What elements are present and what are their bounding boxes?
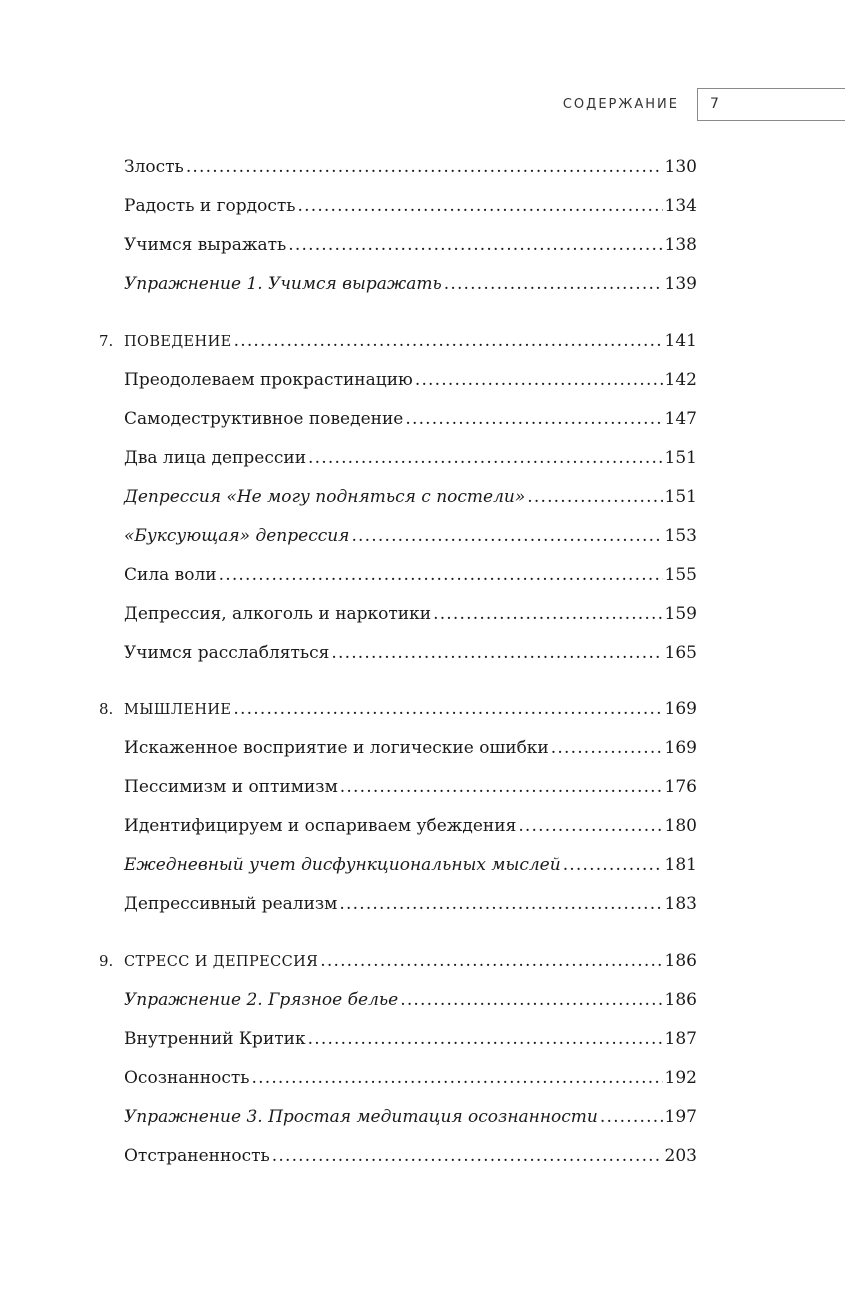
leader-dots xyxy=(527,482,662,512)
leader-dots xyxy=(298,191,663,221)
toc-entry-title: Искаженное восприятие и логические ошибки xyxy=(124,738,549,758)
toc-entry-title: Упражнение 2. Грязное белье xyxy=(124,990,399,1010)
toc-chapter-title: ПОВЕДЕНИЕ xyxy=(124,334,232,350)
toc-entry-page: 139 xyxy=(664,274,697,294)
toc-entry[interactable] xyxy=(124,889,697,919)
toc-entry[interactable] xyxy=(124,733,697,763)
toc-entry-title: Упражнение 1. Учимся выражать xyxy=(124,274,442,294)
toc-entry-page: 197 xyxy=(664,1107,697,1127)
toc-entry-title: Депрессивный реализм xyxy=(124,894,338,914)
toc-entry-title: Учимся выражать xyxy=(124,235,287,255)
toc-chapter[interactable] xyxy=(124,326,697,356)
toc-entry-page: 141 xyxy=(664,331,697,351)
toc-entry-page: 183 xyxy=(664,894,697,914)
toc-entry-italic[interactable] xyxy=(124,482,697,512)
leader-dots xyxy=(433,599,662,629)
toc-entry-page: 130 xyxy=(664,157,697,177)
toc-entry-page: 192 xyxy=(664,1068,697,1088)
toc-entry-italic[interactable] xyxy=(124,521,697,551)
toc-entry-italic[interactable] xyxy=(124,850,697,880)
running-head xyxy=(0,88,845,124)
toc-entry[interactable] xyxy=(124,1024,697,1054)
toc-entry-page: 159 xyxy=(664,604,697,624)
toc-entry-title: Идентифицируем и оспариваем убеждения xyxy=(124,816,517,836)
leader-dots xyxy=(518,811,662,841)
toc-entry-exercise[interactable] xyxy=(124,1102,697,1132)
toc-entry[interactable] xyxy=(124,152,697,182)
leader-dots xyxy=(308,443,663,473)
toc-entry-page: 151 xyxy=(664,487,697,507)
toc-entry-page: 203 xyxy=(664,1146,697,1166)
toc-entry-title: «Буксующая» депрессия xyxy=(124,526,350,546)
toc-entry-page: 181 xyxy=(664,855,697,875)
chapter-number: 9. xyxy=(99,952,114,970)
toc-entry[interactable] xyxy=(124,1141,697,1171)
toc-entry-title: Внутренний Критик xyxy=(124,1029,306,1049)
toc-entry[interactable] xyxy=(124,191,697,221)
leader-dots xyxy=(219,560,663,590)
toc-entry-page: 176 xyxy=(664,777,697,797)
toc-entry-title: Осознанность xyxy=(124,1068,250,1088)
leader-dots xyxy=(252,1063,663,1093)
toc-entry[interactable] xyxy=(124,230,697,260)
toc-entry-title: Преодолеваем прокрастинацию xyxy=(124,370,413,390)
toc-chapter-title: СТРЕСС И ДЕПРЕССИЯ xyxy=(124,954,319,970)
leader-dots xyxy=(405,404,662,434)
toc-entry-page: 151 xyxy=(664,448,697,468)
toc-entry-title: Ежедневный учет дисфункциональных мыслей xyxy=(124,855,561,875)
toc-entry-title: Сила воли xyxy=(124,565,217,585)
toc-chapter[interactable] xyxy=(124,694,697,724)
page-number: 7 xyxy=(710,96,719,112)
toc-entry-title: Упражнение 3. Простая медитация осознанности xyxy=(124,1107,598,1127)
toc-entry-page: 180 xyxy=(664,816,697,836)
toc-entry-page: 169 xyxy=(664,738,697,758)
toc-chapter-title: МЫШЛЕНИЕ xyxy=(124,702,232,718)
toc-entry-page: 142 xyxy=(664,370,697,390)
leader-dots xyxy=(339,889,662,919)
toc-entry[interactable] xyxy=(124,365,697,395)
toc-entry-title: Отстраненность xyxy=(124,1146,270,1166)
leader-dots xyxy=(308,1024,663,1054)
toc-entry-page: 138 xyxy=(664,235,697,255)
leader-dots xyxy=(551,733,663,763)
toc-entry-page: 165 xyxy=(664,643,697,663)
toc-entry-page: 153 xyxy=(664,526,697,546)
toc-entry-page: 187 xyxy=(664,1029,697,1049)
leader-dots xyxy=(400,985,662,1015)
toc-entry[interactable] xyxy=(124,560,697,590)
leader-dots xyxy=(444,269,663,299)
toc-entry-exercise[interactable] xyxy=(124,269,697,299)
chapter-number: 7. xyxy=(99,332,114,350)
leader-dots xyxy=(288,230,662,260)
leader-dots xyxy=(320,946,662,976)
toc-entry-page: 169 xyxy=(664,699,697,719)
toc-entry-title: Два лица депрессии xyxy=(124,448,307,468)
toc-entry[interactable] xyxy=(124,1063,697,1093)
toc-entry[interactable] xyxy=(124,443,697,473)
leader-dots xyxy=(186,152,663,182)
toc-entry[interactable] xyxy=(124,811,697,841)
toc-entry[interactable] xyxy=(124,638,697,668)
leader-dots xyxy=(233,694,662,724)
toc-entry[interactable] xyxy=(124,404,697,434)
toc-entry-title: Радость и гордость xyxy=(124,196,296,216)
leader-dots xyxy=(600,1102,663,1132)
toc-entry-title: Учимся расслабляться xyxy=(124,643,330,663)
page-number-box xyxy=(697,88,845,121)
toc-entry-page: 186 xyxy=(664,951,697,971)
toc-entry-page: 134 xyxy=(664,196,697,216)
leader-dots xyxy=(331,638,662,668)
toc-entry[interactable] xyxy=(124,599,697,629)
toc-chapter[interactable] xyxy=(124,946,697,976)
toc-entry-page: 147 xyxy=(664,409,697,429)
toc-entry-title: Самодеструктивное поведение xyxy=(124,409,404,429)
chapter-number: 8. xyxy=(99,700,114,718)
toc-entry-title: Злость xyxy=(124,157,184,177)
toc-entry[interactable] xyxy=(124,772,697,802)
toc-entry-title: Пессимизм и оптимизм xyxy=(124,777,338,797)
leader-dots xyxy=(351,521,662,551)
section-title: СОДЕРЖАНИЕ xyxy=(562,97,679,112)
leader-dots xyxy=(415,365,663,395)
leader-dots xyxy=(340,772,663,802)
leader-dots xyxy=(272,1141,663,1171)
toc-entry-title: Депрессия, алкоголь и наркотики xyxy=(124,604,432,624)
toc-entry-page: 186 xyxy=(664,990,697,1010)
toc-entry-exercise[interactable] xyxy=(124,985,697,1015)
leader-dots xyxy=(234,326,663,356)
leader-dots xyxy=(563,850,663,880)
toc-entry-page: 155 xyxy=(664,565,697,585)
toc-entry-title: Депрессия «Не могу подняться с постели» xyxy=(124,487,526,507)
